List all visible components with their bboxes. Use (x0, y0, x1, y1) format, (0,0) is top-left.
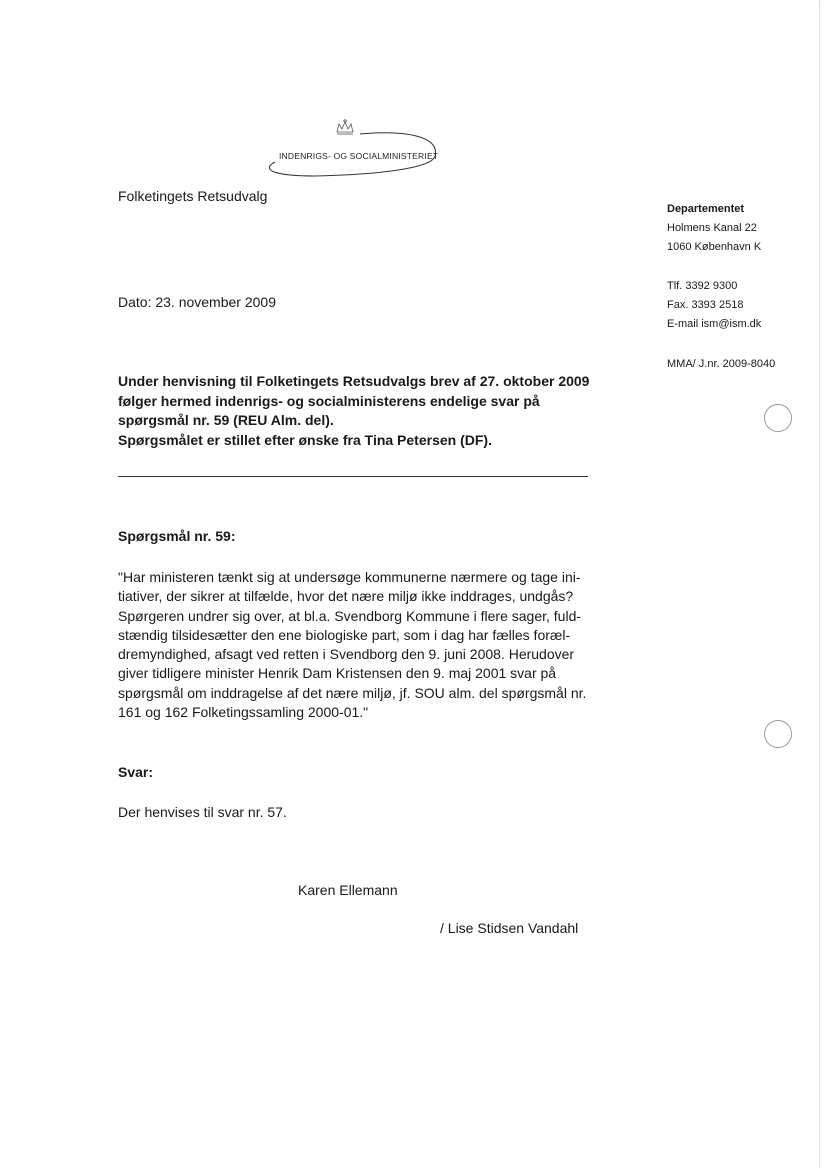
signature-minister: Karen Ellemann (298, 882, 398, 898)
reference-number: MMA/ J.nr. 2009-8040 (667, 358, 776, 370)
crown-icon (337, 120, 353, 134)
letter-date: Dato: 23. november 2009 (118, 294, 276, 310)
question-line: giver tidligere minister Henrik Dam Kristensen den 9. maj 2001 svar på (118, 665, 557, 682)
email: E-mail ism@ism.dk (667, 318, 762, 330)
intro-line: spørgsmål nr. 59 (REU Alm. del). (118, 412, 334, 428)
scan-edge (819, 0, 821, 1168)
sender-contact (667, 277, 761, 334)
sender-address (667, 219, 761, 257)
punch-hole (764, 404, 792, 432)
answer-text: Der henvises til svar nr. 57. (118, 804, 287, 820)
answer-heading: Svar: (118, 764, 154, 780)
department-name: Departementet (667, 203, 745, 215)
phone: Tlf. 3392 9300 (667, 280, 738, 292)
question-line: "Har ministeren tænkt sig at undersøge kommunerne nærmere og tage ini- (118, 569, 581, 585)
fax: Fax. 3393 2518 (667, 299, 744, 311)
question-text (118, 568, 590, 722)
question-heading: Spørgsmål nr. 59: (118, 528, 236, 544)
question-line: 161 og 162 Folketingssamling 2000-01." (118, 704, 369, 721)
intro-paragraph (118, 372, 598, 450)
intro-line: Spørgsmålet er stillet efter ønske fra Tina Petersen (DF). (118, 431, 492, 448)
question-line: spørgsmål om inddragelse af det nære miljø, jf. SOU alm. del spørgsmål nr. (118, 684, 587, 701)
recipient: Folketingets Retsudvalg (118, 188, 268, 204)
divider (118, 476, 588, 477)
question-line: dremyndighed, afsagt ved retten i Svendborg den 9. juni 2008. Herudover (118, 646, 575, 663)
question-line: tiativer, der sikrer at tilfælde, hvor det nære miljø ikke inddrages, undgås? (118, 588, 574, 605)
ministry-name: INDENRIGS- OG SOCIALMINISTERIET (279, 151, 439, 161)
intro-line: Under henvisning til Folketingets Retsudvalgs brev af 27. oktober 2009 (118, 373, 590, 389)
intro-line: følger hermed indenrigs- og socialministerens endelige svar på (118, 392, 540, 409)
signature-official: / Lise Stidsen Vandahl (440, 920, 579, 936)
question-line: Spørgeren undrer sig over, at bl.a. Svendborg Kommune i flere sager, fuld- (118, 607, 582, 624)
question-line: stændig tilsidesætter den ene biologiske part, som i dag har fælles foræl- (118, 626, 571, 643)
address-city: 1060 København K (667, 241, 762, 253)
address-street: Holmens Kanal 22 (667, 222, 757, 234)
punch-hole (764, 720, 792, 748)
